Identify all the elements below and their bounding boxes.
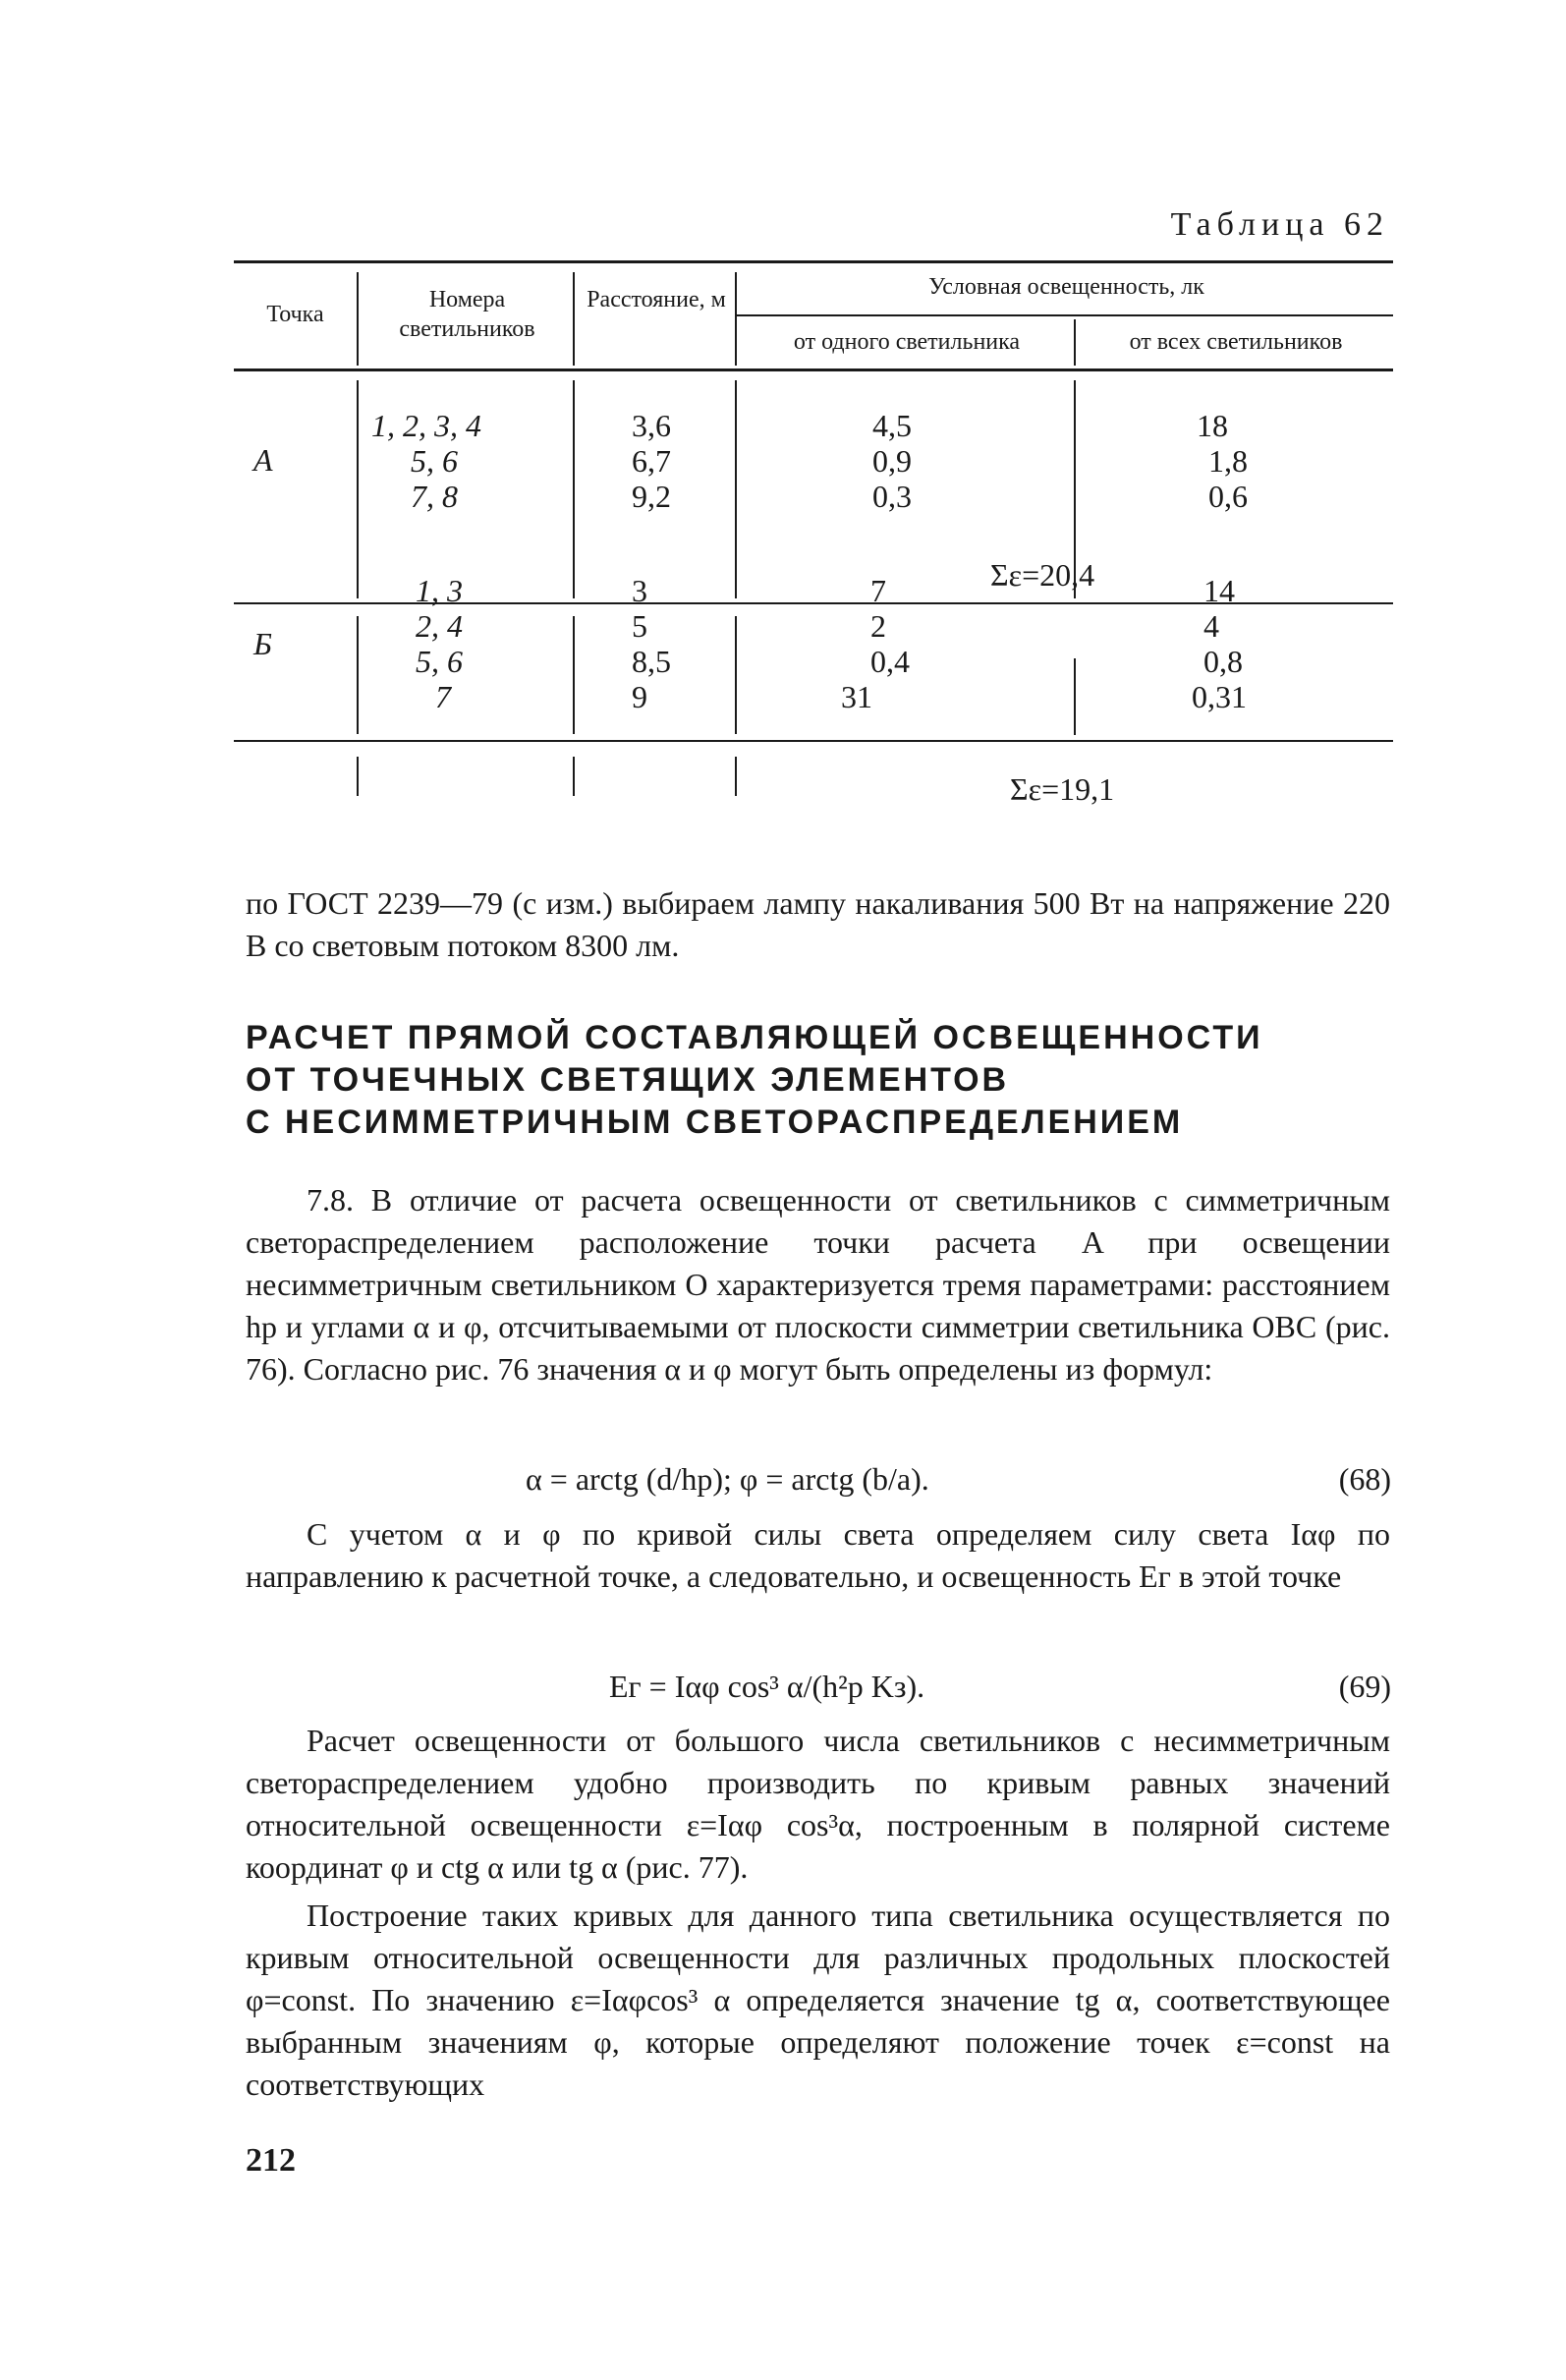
table-vrule bbox=[735, 616, 737, 734]
distance-value: 5 bbox=[632, 608, 647, 644]
distance-value: 6,7 bbox=[632, 443, 671, 479]
sum-group-b: Σε=19,1 bbox=[1010, 771, 1115, 807]
group-a-numbers bbox=[371, 408, 568, 514]
lamp-numbers: 5, 6 bbox=[416, 644, 463, 679]
header-illuminance: Условная освещенность, лк bbox=[928, 274, 1204, 300]
paragraph-7-8: 7.8. В отличие от расчета освещенности от светильников с симметричным светораспределением расположение точки расчета A при освещении несимметричным светильником O характеризуется тремя параметрами: расстоянием hр и углами α и φ, отсчитываемыми от плоскости симметрии светильника OBC (рис. 76). Согласно рис. 76 значения α и φ могут быть определены из формул: bbox=[246, 1182, 1390, 1387]
illum-all-value: 18 bbox=[1197, 408, 1228, 443]
illum-one-value: 4,5 bbox=[872, 408, 912, 443]
table-vrule bbox=[1074, 658, 1076, 735]
equation-number-69: (69) bbox=[1338, 1669, 1391, 1704]
table-vrule bbox=[573, 380, 575, 598]
illum-all-value: 14 bbox=[1203, 573, 1235, 608]
table-header-rule bbox=[234, 368, 1393, 371]
page-number: 212 bbox=[246, 2142, 296, 2179]
distance-value: 8,5 bbox=[632, 644, 671, 679]
table-bottom-rule bbox=[234, 740, 1393, 742]
paragraph-intensity: С учетом α и φ по кривой силы света определяем силу света Iαφ по направлению к расчетной точке, а следовательно, и освещенность Eг в этой точке bbox=[246, 1516, 1390, 1594]
point-label: Б bbox=[253, 626, 272, 661]
distance-value: 9,2 bbox=[632, 479, 671, 514]
group-b-distances bbox=[632, 573, 671, 714]
header-distance: Расстояние, м bbox=[587, 287, 726, 312]
lamp-numbers: 2, 4 bbox=[416, 608, 463, 644]
distance-value: 9 bbox=[632, 679, 647, 714]
paragraph-calculation: Расчет освещенности от большого числа светильников с несимметричным светораспределением удобно производить по кривым равных значений относительной освещенности ε=Iαφ cos³α, построенным в полярной системе координат φ и ctg α или tg α (рис. 77). bbox=[246, 1723, 1390, 1885]
lamp-numbers: 7 bbox=[435, 679, 451, 714]
formula-68: α = arctg (d/hр); φ = arctg (b/a). bbox=[526, 1461, 929, 1497]
illum-all-value: 0,6 bbox=[1208, 479, 1248, 514]
table-vrule bbox=[735, 380, 737, 598]
illum-subheader-rule bbox=[735, 314, 1393, 316]
table-vrule bbox=[357, 757, 359, 796]
lamp-numbers: 7, 8 bbox=[411, 479, 458, 514]
group-a-one bbox=[872, 408, 912, 514]
paragraph-gost: по ГОСТ 2239—79 (с изм.) выбираем лампу накаливания 500 Вт на напряжение 220 В со световым потоком 8300 лм. bbox=[246, 885, 1390, 963]
illum-all-value: 0,31 bbox=[1192, 679, 1247, 714]
heading-line: РАСЧЕТ ПРЯМОЙ СОСТАВЛЯЮЩЕЙ ОСВЕЩЕННОСТИ bbox=[246, 1019, 1263, 1056]
point-label: А bbox=[253, 442, 273, 478]
group-b-numbers bbox=[416, 573, 463, 714]
formula-69: Eг = Iαφ cos³ α/(h²р Kз). bbox=[609, 1669, 925, 1704]
table-vrule bbox=[735, 757, 737, 796]
illum-all-value: 0,8 bbox=[1203, 644, 1243, 679]
heading-line: ОТ ТОЧЕЧНЫХ СВЕТЯЩИХ ЭЛЕМЕНТОВ bbox=[246, 1061, 1010, 1099]
illum-all-value: 1,8 bbox=[1208, 443, 1248, 479]
table-caption: Таблица 62 bbox=[1170, 206, 1389, 243]
table-vrule bbox=[735, 272, 737, 366]
group-b-all bbox=[1192, 573, 1247, 714]
group-a-all bbox=[1197, 408, 1295, 514]
heading-line: С НЕСИММЕТРИЧНЫМ СВЕТОРАСПРЕДЕЛЕНИЕМ bbox=[246, 1104, 1184, 1141]
lamp-numbers: 1, 2, 3, 4 bbox=[371, 408, 481, 443]
table-vrule bbox=[1074, 319, 1076, 366]
table-vrule bbox=[357, 616, 359, 734]
illum-one-value: 0,3 bbox=[872, 479, 912, 514]
table-vrule bbox=[357, 380, 359, 598]
table-vrule bbox=[357, 272, 359, 366]
section-heading bbox=[246, 1017, 1390, 1144]
sum-group-a: Σε=20,4 bbox=[990, 557, 1095, 593]
paragraph-construction: Построение таких кривых для данного типа светильника осуществляется по кривым относительной освещенности для различных продольных плоскостей φ=const. По значению ε=Iαφcos³ α определяется значение tg α, соответствующее выбранным значениям φ, которые определяют положение точек ε=const на соответствующих bbox=[246, 1898, 1390, 2102]
table-vrule bbox=[573, 757, 575, 796]
distance-value: 3,6 bbox=[632, 408, 671, 443]
distance-value: 3 bbox=[632, 573, 647, 608]
header-from-all: от всех светильников bbox=[1129, 329, 1343, 355]
lamp-numbers: 5, 6 bbox=[411, 443, 458, 479]
illum-all-value: 4 bbox=[1203, 608, 1219, 644]
illum-one-value: 0,4 bbox=[870, 644, 910, 679]
illuminance-table bbox=[234, 260, 1393, 830]
illum-one-value: 7 bbox=[870, 573, 886, 608]
header-from-one: от одного светильника bbox=[793, 329, 1021, 355]
table-vrule bbox=[573, 616, 575, 734]
lamp-numbers: 1, 3 bbox=[416, 573, 463, 608]
group-b-one bbox=[841, 573, 910, 714]
illum-one-value: 0,9 bbox=[872, 443, 912, 479]
group-a-distances bbox=[632, 408, 671, 514]
header-numbers: Номера светильников bbox=[399, 287, 535, 342]
equation-number-68: (68) bbox=[1338, 1461, 1391, 1497]
illum-one-value: 2 bbox=[870, 608, 886, 644]
table-vrule bbox=[573, 272, 575, 366]
header-point: Точка bbox=[266, 302, 324, 327]
illum-one-value: 31 bbox=[841, 679, 872, 714]
table-top-rule bbox=[234, 260, 1393, 263]
